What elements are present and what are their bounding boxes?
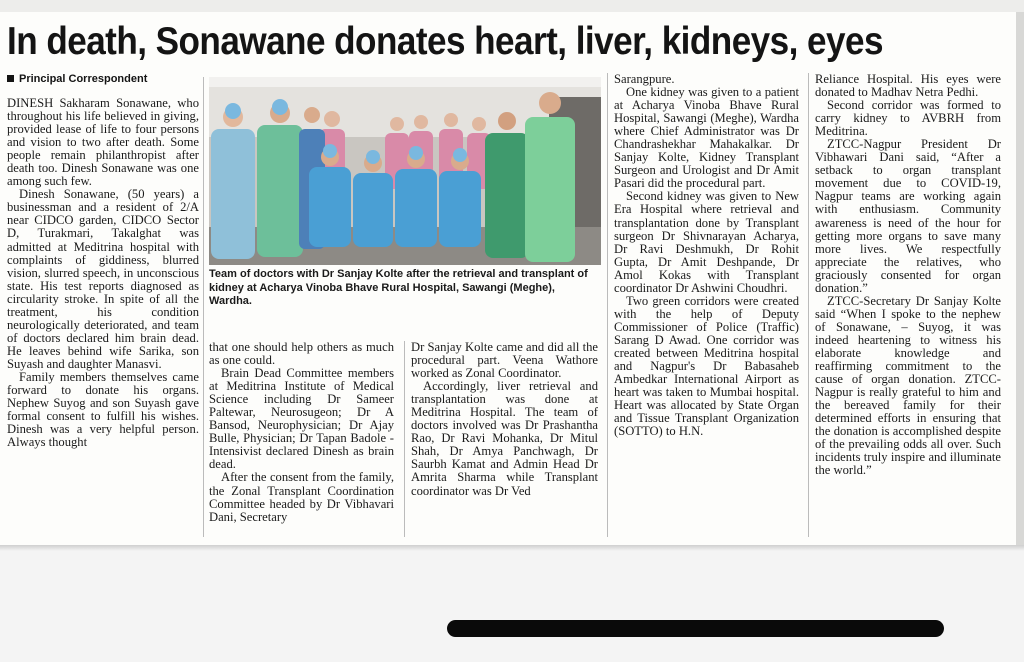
team-photo bbox=[209, 77, 601, 265]
top-bar bbox=[0, 0, 1024, 12]
paragraph: Two green corridors were created with the help of Deputy Commissioner of Police (Traffic) Sarang D Awad. One corridor was created between Meditrina hospital and Nagpur's Dr Babasaheb Ambedkar International Airport as heart was taken to Mumbai hospital. Heart was allocated by State Organ and Tissue Transplant Organization (SOTTO) to H.N. bbox=[614, 293, 799, 439]
paragraph: Sarangpure. bbox=[614, 73, 675, 86]
article-column-2 bbox=[209, 341, 394, 537]
article-column-3 bbox=[411, 341, 598, 537]
article-column-1 bbox=[7, 97, 199, 537]
article-column-4 bbox=[614, 73, 799, 537]
paragraph: One kidney was given to a patient at Acharya Vinoba Bhave Rural Hospital, Sawangi (Meghe), Wardha where Chief Administrator was Dr Chandrashekhar Mahakalkar. Dr Sanjay Kolte, Kidney Transplant Surgeon and Urologist and Dr Amit Pasari did the procedural part. bbox=[614, 85, 799, 191]
column-rule bbox=[808, 73, 809, 537]
paragraph: Accordingly, liver retrieval and transplantation was done at Meditrina Hospital. The team of doctors involved was Dr Prashantha Rao, Dr Ravi Mohanka, Dr Mitul Shah, Dr Amya Panchwagh, Dr Saurbh Kamat and Admin Head Dr Amrita Sharma while Transplant coordinator was Dr Ved bbox=[411, 379, 598, 498]
paragraph: Family members themselves came forward to donate his organs. Nephew Suyog and son Suyash gave formal consent to fulfill his wishes. Dinesh was a very helpful person. Always thought bbox=[7, 369, 199, 450]
column-rule bbox=[203, 77, 204, 537]
paragraph: ZTCC-Nagpur President Dr Vibhawari Dani said, “After a setback to organ transplant movement due to COVID-19, Nagpur teams are working again with enthusiasm. Community awareness is need of the hour for getting more organs to save many more lives. We respectfully appreciate the relatives, who graciously consented for organ donation.” bbox=[815, 137, 1001, 295]
headline: In death, Sonawane donates heart, liver, kidneys, eyes bbox=[7, 20, 883, 63]
byline bbox=[7, 73, 147, 86]
paragraph: Dr Sanjay Kolte came and did all the procedural part. Veena Wathore worked as Zonal Coordinator. bbox=[411, 341, 598, 381]
paragraph: Second corridor was formed to carry kidney to AVBRH from Meditrina. bbox=[815, 98, 1001, 139]
page-shadow bbox=[0, 545, 1024, 551]
paragraph: After the consent from the family, the Zonal Transplant Coordination Committee headed by Dr Vibhavari Dani, Secretary bbox=[209, 470, 394, 524]
paragraph: DINESH Sakharam Sonawane, who throughout his life believed in giving, provided lease of life to four persons and vision to two after death. Some people remain philanthropist after death too. Dinesh Sonawane was one among such few. bbox=[7, 97, 199, 189]
article-column-5 bbox=[815, 73, 1001, 537]
square-bullet-icon bbox=[7, 75, 14, 82]
paragraph: that one should help others as much as one could. bbox=[209, 341, 394, 368]
team-photo-image bbox=[209, 77, 601, 265]
paragraph: ZTCC-Secretary Dr Sanjay Kolte said “When I spoke to the nephew of Sonawane, – Suyog, it was indeed heartening to witness his elaborate knowledge and reaffirming commitment to the cause of organ donation. ZTCC-Nagpur is really grateful to him and the bereaved family for their determined efforts in ensuring that the donation is accomplished despite of the prevailing odds all over. Such incidents truly inspire and illuminate the world.” bbox=[815, 293, 1001, 478]
photo-caption: Team of doctors with Dr Sanjay Kolte after the retrieval and transplant of kidney at Acharya Vinoba Bhave Rural Hospital, Sawangi (Meghe), Wardha. bbox=[209, 268, 588, 307]
byline-text: Principal Correspondent bbox=[19, 73, 148, 85]
paragraph: Reliance Hospital. His eyes were donated to Madhav Netra Pedhi. bbox=[815, 73, 1001, 100]
paragraph: Dinesh Sonawane, (50 years) a businessman and a resident of 2/A near CIDCO garden, CIDCO Sector D, Turakmari, Takalghat was admitted at Meditrina hospital with complaints of giddiness, blurred vision, slurred speech, in unconscious state. His test reports diagnosed as circularity stroke. In spite of all the treatment, his condition neurologically deteriorated, and team of doctors declared him brain dead. He leaves behind wife Sarika, son Suyash and daughter Manasvi. bbox=[7, 187, 199, 371]
column-rule bbox=[404, 341, 405, 537]
paragraph: Second kidney was given to New Era Hospital where retrieval and transplantation done by Transplant surgeon Dr Shivnarayan Acharya, Dr Ravi Deshmukh, Dr Rohit Gupta, Dr Amit Deshpande, Dr Amol Kokas with Transplant coordinator Dr Ashwini Choudhri. bbox=[614, 189, 799, 295]
page-edge bbox=[1016, 12, 1024, 545]
paragraph: Brain Dead Committee members at Meditrina Institute of Medical Science including Dr Sameer Paltewar, Neurosugeon; Dr A Bansod, Neurophysician; Dr Ajay Bulle, Physician; Dr Tapan Badole -Intensivist declared Dinesh as brain dead. bbox=[209, 366, 394, 472]
home-indicator-bar[interactable] bbox=[447, 620, 944, 637]
column-rule bbox=[607, 73, 608, 537]
